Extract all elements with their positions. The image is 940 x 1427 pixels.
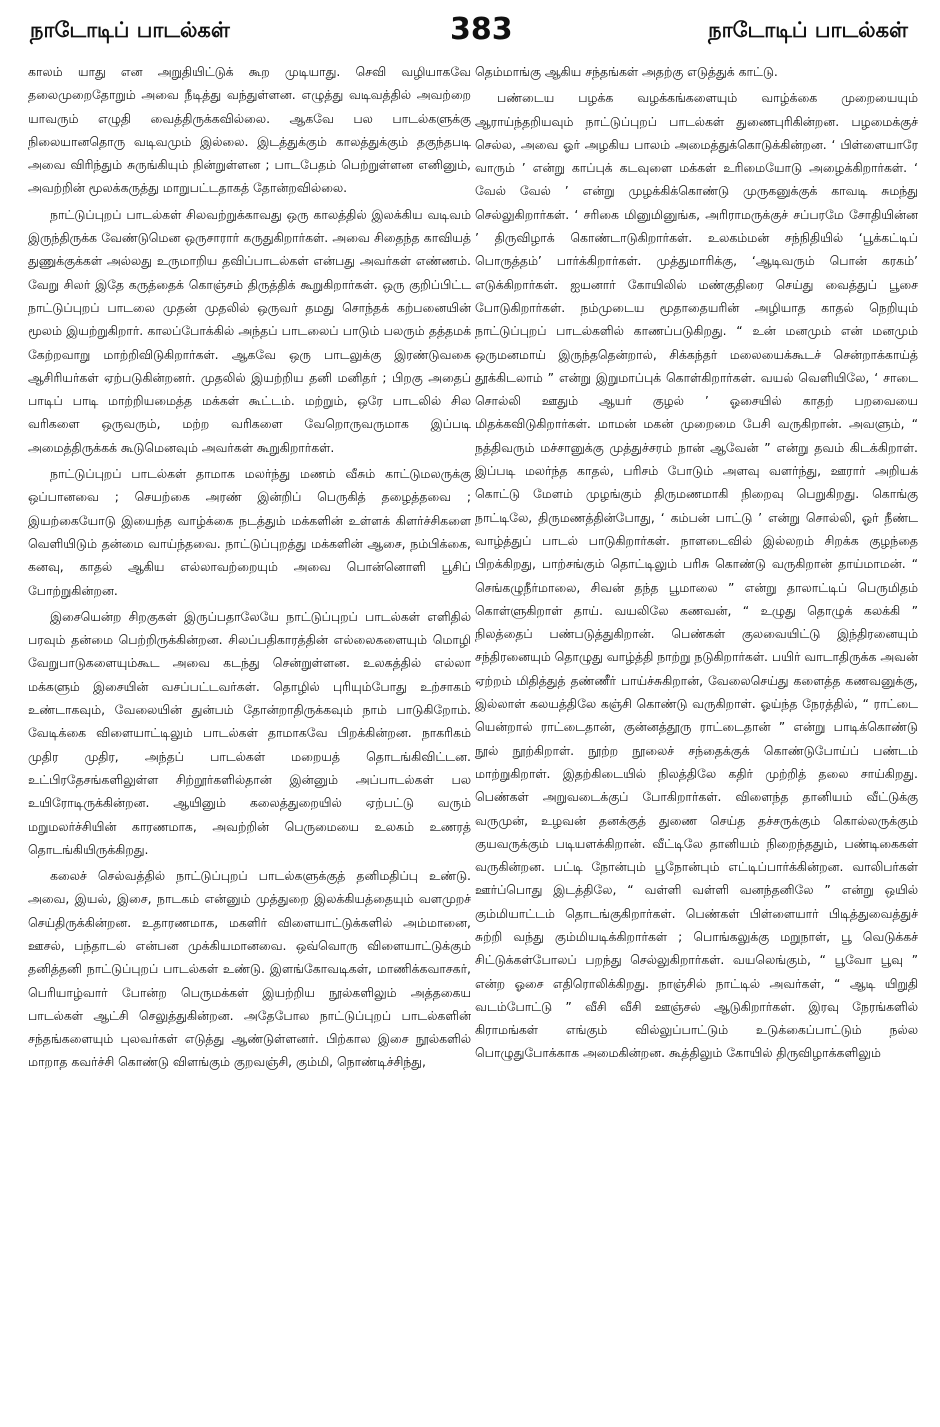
paragraph: கலைச் செல்வத்தில் நாட்டுப்புறப் பாடல்களுக்குத் தனிமதிப்பு உண்டு. அவை, இயல், இசை, நாடகம் என்னும் முத்துறை இலக்கியத்தையும் வளமுறச் செய்திருக்கின்றன. உதாரணமாக, மகளிர் விளையாட்டுக்களில் அம்மானை, ஊசல், பந்தாடல் என்பன முக்கியமானவை. ஒவ்வொரு விளையாட்டுக்கும் தனித்தனி நாட்டுப்புறப் பாடல்கள் உண்டு. இளங்கோவடிகள், மாணிக்கவாசகர், பெரியாழ்வார் போன்ற பெருமக்கள் இயற்றிய நூல்களிலும் அத்தகைய பாடல்கள் ஆட்சி செலுத்துகின்றன. அதேபோல நாட்டுப்புறப் பாடல்களின் சந்தங்களையும் புலவர்கள் எடுத்து ஆண்டுள்ளனர். பிற்கால இசை நூல்களில் மாறாத கவர்ச்சி கொண்டு விளங்கும் குறவஞ்சி, கும்மி, நொண்டிச்சிந்து,	[28, 868, 471, 1070]
paragraph: நாட்டுப்புறப் பாடல்கள் தாமாக மலர்ந்து மணம் வீசும் காட்டுமலருக்கு ஒப்பானவை ; செயற்கை அரண் இன்றிப் பெருகித் தழைத்தவை ; இயற்கையோடு இயைந்த வாழ்க்கை நடத்தும் மக்களின் உள்ளக் கிளர்ச்சிகளை வெளியிடும் தன்மை வாய்ந்தவை. நாட்டுப்புறத்து மக்களின் ஆசை, நம்பிக்கை, கனவு, காதல் ஆகிய எல்லாவற்றையும் அவை பொன்னொளி பூசிப் போற்றுகின்றன.	[28, 466, 471, 598]
paragraph: நாட்டுப்புறப் பாடல்கள் சிலவற்றுக்காவது ஒரு காலத்தில் இலக்கிய வடிவம் இருந்திருக்க வேண்டுமென ஒருசாரார் கருதுகிறார்கள். அவை சிதைந்த காவியத் துணுக்குக்கள் அல்லது உருமாறிய தவிப்பாடல்கள் என்பது அவர்கள் எண்ணம். வேறு சிலர் இதே கருத்தைக் கொஞ்சம் திருத்திக் கூறுகிறார்கள். ஒரு குறிப்பிட்ட நாட்டுப்புறப் பாடலை முதன் முதலில் ஒருவர் தமது சொந்தக் கற்பனையின் மூலம் இயற்றுகிறார். காலப்போக்கில் அந்தப் பாடலைப் பாடும் பலரும் தத்தமக் கேற்றவாறு மாற்றிவிடுகிறார்கள். ஆகவே ஒரு பாடலுக்கு இரண்டுவகை ஆசிரியர்கள் ஏற்படுகின்றனர். முதலில் இயற்றிய தனி மனிதர் ; பிறகு அதைப் பாடிப் பாடி மாற்றியமைத்த மக்கள் கூட்டம். மற்றும், ஒரே பாடலில் சில வரிகளை ஒருவரும், மற்ற வரிகளை வேறொருவருமாக இப்படி அமைத்திருக்கக் கூடுமெனவும் அவர்கள் கூறுகிறார்கள்.	[28, 206, 471, 455]
page-number: 383	[450, 12, 513, 47]
left-text-column	[28, 60, 471, 1415]
running-title-right: நாடோடிப் பாடல்கள்	[708, 18, 908, 42]
paragraph: காலம் யாது என அறுதியிட்டுக் கூற முடியாது. செவி வழியாகவே தலைமுறைதோறும் அவை நீடித்து வந்துள்ளன. எழுத்து வடிவத்தில் அவற்றை யாவரும் எழுதி வைத்திருக்கவில்லை. ஆகவே பல பாடல்களுக்கு நிலையானதொரு வடிவமும் இல்லை. இடத்துக்கும் காலத்துக்கும் தகுந்தபடி அவை விரிந்தும் சுருங்கியும் நின்றுள்ளன ; பாடபேதம் பெற்றுள்ளன எனினும், அவற்றின் மூலக்கருத்து மாறுபட்டதாகத் தோன்றவில்லை.	[28, 64, 471, 196]
running-title-left: நாடோடிப் பாடல்கள்	[30, 18, 230, 42]
page-header	[30, 12, 908, 58]
paragraph: இசையென்ற சிறகுகள் இருப்பதாலேயே நாட்டுப்புறப் பாடல்கள் எளிதில் பரவும் தன்மை பெற்றிருக்கின்றன. சிலப்பதிகாரத்தின் எல்லைகளையும் மொழி வேறுபாடுகளையும்கூட அவை கடந்து சென்றுள்ளன. உலகத்தில் எல்லா மக்களும் இசையின் வசப்பட்டவர்கள். தொழில் புரியும்போது உற்சாகம் உண்டாகவும், வேலையின் துன்பம் தோன்றாதிருக்கவும் நாம் பாடுகிறோம். வேடிக்கை விளையாட்டிலும் பாடல்கள் தாமாகவே பிறக்கின்றன. நாகரிகம் முதிர முதிர, அந்தப் பாடல்கள் மறையத் தொடங்கிவிட்டன. உட்பிரதேசங்களிலுள்ள சிற்றூர்களில்தான் இன்னும் அப்பாடல்கள் பல உயிரோடிருக்கின்றன. ஆயினும் கலைத்துறையில் ஏற்பட்டு வரும் மறுமலர்ச்சியின் காரணமாக, அவற்றின் பெருமையை உலகம் உணரத் தொடங்கியிருக்கிறது.	[28, 608, 471, 857]
paragraph: பண்டைய பழக்க வழக்கங்களையும் வாழ்க்கை முறையையும் ஆராய்ந்தறியவும் நாட்டுப்புறப் பாடல்கள் துணைபுரிகின்றன. பழமைக்குச் செல்ல, அவை ஓர் அழகிய பாலம் அமைத்துக்கொடுக்கின்றன. ‘ பிள்ளையாரே வாரும் ’ என்று காப்புக் கடவுளை மக்கள் உரிமையோடு அழைக்கிறார்கள். ‘ வேல் வேல் ’ என்று முழக்கிக்கொண்டு முருகனுக்குக் காவடி சுமந்து செல்லுகிறார்கள். ‘ சரிகை மினுமினுங்க, அரிராமருக்குச் சப்பரமே சோதியின்ன ’ திருவிழாக் கொண்டாடுகிறார்கள். உலகம்மன் சந்நிதியில் ‘பூக்கட்டிப் பொருத்தம்’ பார்க்கிறார்கள். முத்துமாரிக்கு, ‘ஆடிவரும் பொன் கரகம்’ எடுக்கிறார்கள். ஐயனார் கோயிலில் மண்குதிரை செய்து வைத்துப் பூசை போடுகிறார்கள். நம்முடைய மூதாதையரின் அழியாத காதல் நெறியும் நாட்டுப்புறப் பாடல்களில் காணப்படுகிறது. “ உன் மனமும் என் மனமும் ஒருமனமாய் இருந்ததென்றால், சிக்கந்தர் மலையைக்கூடச் சென்றாக்காய்த் தூக்கிடலாம் ” என்று இறுமாப்புக் கொள்கிறார்கள். வயல் வெளியிலே, ‘ சாடை சொல்லி ஊதும் ஆயர் குழல் ’ ஓசையில் காதற் பறவையை மிதக்கவிடுகிறார்கள். மாமன் மகன் முறைமை பேசி வருகிறான். அவளும், “ நத்திவரும் மச்சானுக்கு முத்துச்சரம் நான் ஆவேன் ” என்று தவம் கிடக்கிறாள். இப்படி மலர்ந்த காதல், பரிசம் போடும் அளவு வளர்ந்து, ஊரார் அறியக் கொட்டு மேளம் முழங்கும் திருமணமாகி நிறைவு பெறுகிறது. கொங்கு நாட்டிலே, திருமணத்தின்போது, ‘ கம்பன் பாட்டு ’ என்று சொல்லி, ஓர் நீண்ட வாழ்த்துப் பாடல் பாடுகிறார்கள். நாளடைவில் இல்லறம் சிறக்க குழந்தை பிறக்கிறது, பாற்சங்கும் தொட்டிலும் பரிசு கொண்டு வருகிறான் தாய்மாமன். “ செங்கழுநீர்மாலை, சிவன் தந்த பூமாலை ” என்று தாலாட்டிப் பெருமிதம் கொள்ளுகிறாள் தாய். வயலிலே கணவன், “ உழுது தொழுக் கலக்கி ” நிலத்தைப் பண்படுத்துகிறான். பெண்கள் குலவையிட்டு இந்திரனையும் சந்திரனையும் தொழுது வாழ்த்தி நாற்று நடுகிறார்கள். பயிர் வாடாதிருக்க அவன் ஏற்றம் மிதித்துத் தண்ணீர் பாய்ச்சுகிறான், வேலைசெய்து களைத்த கணவனுக்கு, இல்லாள் கலயத்திலே கஞ்சி கொண்டு வருகிறாள். ஓய்ந்த நேரத்தில், “ ராட்டை யென்றால் ராட்டைதான், குன்னத்தூரு ராட்டைதான் ” என்று பாடிக்கொண்டு நூல் நூற்கிறாள். நூற்ற நூலைச் சந்தைக்குக் கொண்டுபோய்ப் பண்டம் மாற்றுகிறாள். இதற்கிடையில் நிலத்திலே கதிர் முற்றித் தலை சாய்கிறது. பெண்கள் அறுவடைக்குப் போகிறார்கள். விளைந்த தானியம் வீட்டுக்கு வருமுன், உழவன் தனக்குத் துணை செய்த தச்சருக்கும் கொல்லருக்கும் குயவருக்கும் படியளக்கிறான். வீட்டிலே தானியம் நிறைந்ததும், பண்டிகைகள் வருகின்றன. பட்டி நோன்பும் பூநோன்பும் எட்டிப்பார்க்கின்றன. வாலிபர்கள் ஊர்ப்பொது இடத்திலே, “ வள்ளி வள்ளி வனந்தனிலே ” என்று ஒயில் கும்மியாட்டம் தொடங்குகிறார்கள். பெண்கள் பிள்ளையார் பிடித்துவைத்துச் சுற்றி வந்து கும்மியடிக்கிறார்கள் ; பொங்கலுக்கு மறுநாள், பூ வெடுக்கச் சிட்டுக்கள்போலப் பறந்து செல்லுகிறார்கள். வயலெங்கும், “ பூவோ பூவு ” என்ற ஓசை எதிரொலிக்கிறது. நாஞ்சில் நாட்டில் அவர்கள், “ ஆடி யிறுதி வடம்போட்டு ” வீசி வீசி ஊஞ்சல் ஆடுகிறார்கள். இரவு நேரங்களில் கிராமங்கள் எங்கும் வில்லுப்பாட்டும் உடுக்கைப்பாட்டும் நல்ல பொழுதுபோக்காக அமைகின்றன. கூத்திலும் கோயில் திருவிழாக்களிலும்	[475, 90, 918, 1061]
paragraph: தெம்மாங்கு ஆகிய சந்தங்கள் அதற்கு எடுத்துக் காட்டு.	[475, 64, 778, 79]
right-text-column	[475, 60, 918, 1415]
